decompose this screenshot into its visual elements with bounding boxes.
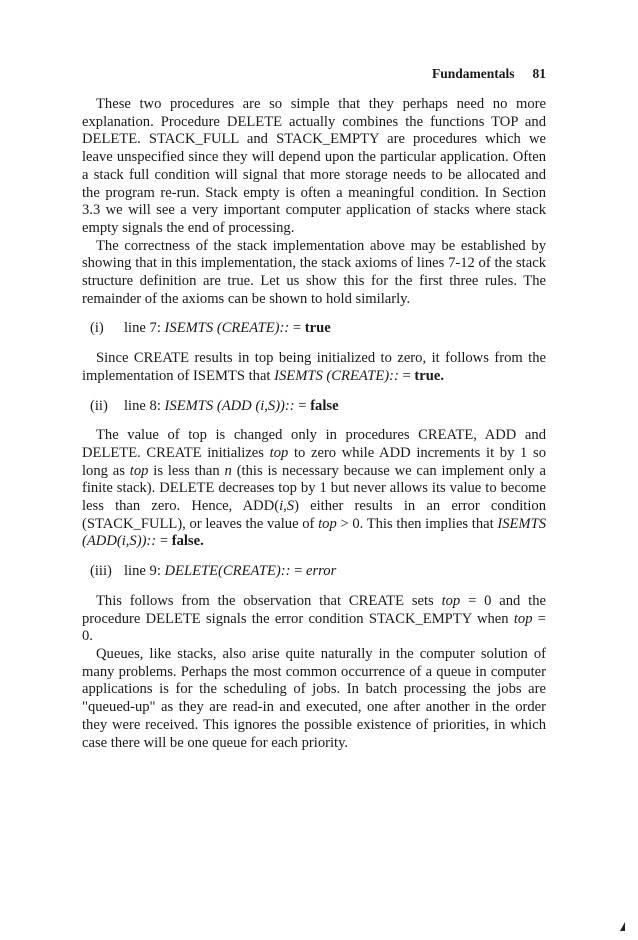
page-body <box>82 96 546 752</box>
axiom-item-3: (iii) line 9: DELETE(CREATE):: = error <box>90 563 337 580</box>
paragraph-create-proof: Since CREATE results in top being initialized to zero, it follows from the implementation of ISEMTS that ISEMTS (CREATE):: = true. <box>82 350 546 384</box>
paragraph-delete-proof: This follows from the observation that CREATE sets top = 0 and the procedure DELETE signals the error condition STACK_EMPTY when top = 0. <box>82 592 546 645</box>
paragraph-correctness: The correctness of the stack implementation above may be established by showing that in this implementation, the stack axioms of lines 7-12 of the stack structure definition are true. Let us show this for the first three rules. The remainder of the axioms can be shown to hold similarly. <box>82 237 546 307</box>
axiom-item-2: (ii) line 8: ISEMTS (ADD (i,S)):: = false <box>90 397 339 414</box>
corner-mark-icon <box>620 922 625 931</box>
chapter-title: Fundamentals <box>431 66 515 81</box>
page-number: 81 <box>532 66 546 81</box>
running-header <box>82 66 546 82</box>
paragraph-procedures: These two procedures are so simple that they perhaps need no more explanation. Procedure DELETE actually combines the functions TOP and DELETE. STACK_FULL and STACK_EMPTY are procedures which we leave unspecified since they will depend upon the particular application. Often a stack full condition will signal that more storage needs to be allocated and the program re-run. Stack empty is often a meaningful condition. In Section 3.3 we will see a very important computer application of stacks where stack empty signals the end of processing. <box>82 96 546 236</box>
paragraph-add-proof: The value of top is changed only in procedures CREATE, ADD and DELETE. CREATE initializes top to zero while ADD increments it by 1 so long as top is less than n (this is necessary because we can implement only a finite stack). DELETE decreases top by 1 but never allows its value to become less than zero. Hence, ADD(i,S) either results in an error condition (STACK_FULL), or leaves the value of top > 0. This then implies that ISEMTS (ADD(i,S)):: = false. <box>82 427 547 550</box>
paragraph-queues: Queues, like stacks, also arise quite naturally in the computer solution of many problems. Perhaps the most common occurrence of a queue in computer applications is for the scheduling of jobs. In batch processing the jobs are "queued-up" as they are read-in and executed, one after another in the order they were received. This ignores the possible existence of priorities, in which case there will be one queue for each priority. <box>82 645 546 751</box>
axiom-item-1: (i) line 7: ISEMTS (CREATE):: = true <box>90 320 331 337</box>
